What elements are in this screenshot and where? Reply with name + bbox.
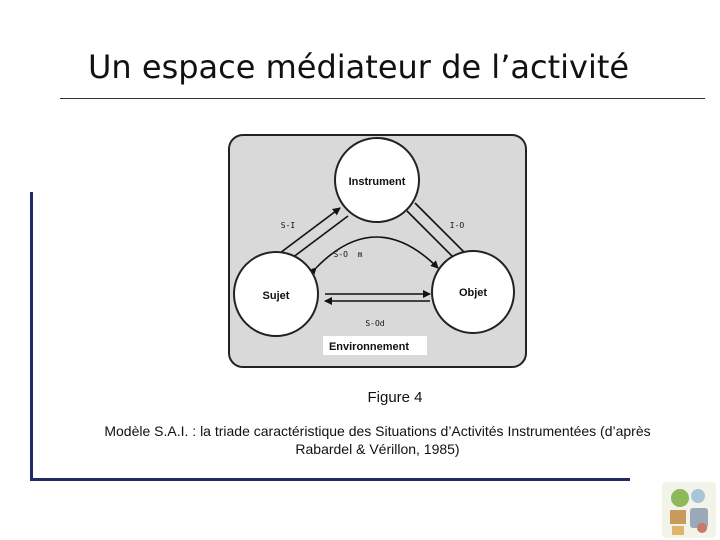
figure-label: Figure 4 <box>367 389 423 406</box>
figure-caption <box>70 422 685 458</box>
slide-title: Un espace médiateur de l’activité <box>88 48 630 86</box>
relation-io-label: I-O <box>449 221 465 230</box>
caption-line-1: Modèle S.A.I. : la triade caractéristique des Situations d’Activités Instrumentées (d’après <box>104 423 651 439</box>
environment-label: Environnement <box>328 341 410 353</box>
relation-sod-label: S-Od <box>365 319 385 328</box>
relation-som-label: S-O m <box>333 250 363 259</box>
sujet-label: Sujet <box>262 290 290 302</box>
instrument-label: Instrument <box>348 176 406 188</box>
objet-label: Objet <box>458 287 488 299</box>
caption-line-2: Rabardel & Vérillon, 1985) <box>295 441 460 457</box>
relation-si-label: S-I <box>280 221 296 230</box>
children-illustration-icon <box>662 482 716 538</box>
